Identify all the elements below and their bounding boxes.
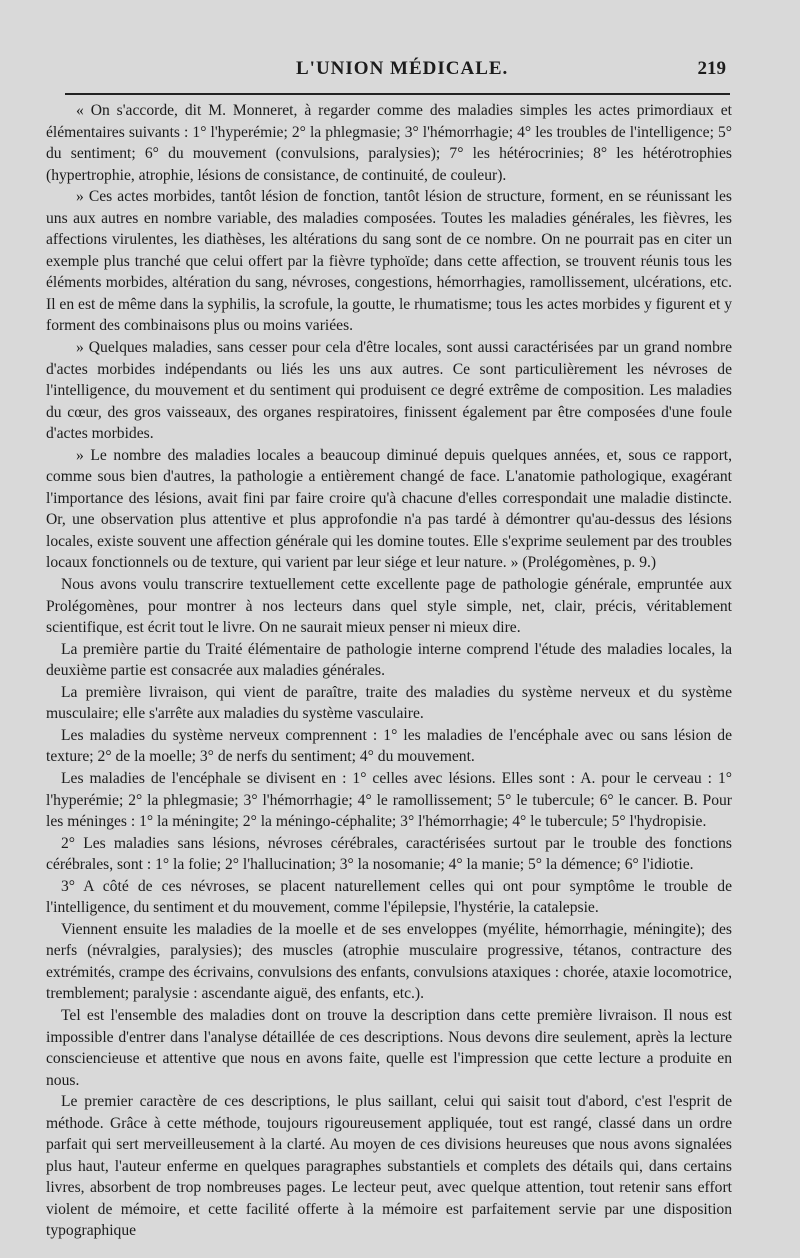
- header-rule: [65, 93, 730, 95]
- page-body: [46, 100, 732, 1242]
- paragraph-ensemble: Tel est l'ensemble des maladies dont on trouve la description dans cette première livraison. Il nous est impossible d'entrer dans l'analyse détaillée de ces descriptions. Nous devons dire seulement, après la lecture consciencieuse et attentive que nous en avons faite, quelle est l'impression que cette lecture a produite en nous.: [46, 1006, 732, 1089]
- paragraph-nevroses: 2° Les maladies sans lésions, névroses cérébrales, caractérisées surtout par le trouble des fonctions cérébrales, sont : 1° la folie; 2° l'hallucination; 3° la nosomanie; 4° la manie; 5° la démence; 6° l'idiotie.: [46, 834, 732, 874]
- paragraph-monneret-quote-1: « On s'accorde, dit M. Monneret, à regarder comme des maladies simples les actes primordiaux et élémentaires suivants : 1° l'hyperémie; 2° la phlegmasie; 3° l'hémorrhagie; 4° les troubles de l'intelligence; 5° du sentiment; 6° du mouvement (convulsions, paralysies); 7° les hétérocrinies; 8° les hétérotrophies (hypertrophie, atrophie, lésions de consistance, de continuité, de couleur).: [46, 102, 732, 184]
- paragraph-nervous-system: Les maladies du système nerveux comprennent : 1° les maladies de l'encéphale avec ou sans lésion de texture; 2° de la moelle; 3° de nerfs du sentiment; 4° du mouvement.: [46, 726, 732, 766]
- paragraph-first-part: La première partie du Traité élémentaire de pathologie interne comprend l'étude des maladies locales, la deuxième partie est consacrée aux maladies générales.: [46, 640, 732, 680]
- paragraph-methode: Le premier caractère de ces descriptions, le plus saillant, celui qui saisit tout d'abord, c'est l'esprit de méthode. Grâce à cette méthode, toujours rigoureusement appliquée, tout est rangé, classé dans un ordre parfait qui sert merveilleusement à la clarté. Au moyen de ces divisions heureuses que nous avons signalées plus haut, l'auteur enferme en quelques paragraphes substantiels et complets des détails qui, dans certains livres, absorbent de trop nombreuses pages. Le lecteur peut, avec quelque attention, tout retenir sans effort violent de mémoire, et cette facilité offerte à la mémoire est parfaitement servie par une disposition typographique: [46, 1093, 732, 1240]
- paragraph-first-livraison: La première livraison, qui vient de paraître, traite des maladies du système nerveux et du système musculaire; elle s'arrête aux maladies du système vasculaire.: [46, 683, 732, 723]
- paragraph-monneret-quote-3: » Quelques maladies, sans cesser pour cela d'être locales, sont aussi caractérisées par un grand nombre d'actes morbides indépendants ou liés les uns aux autres. Ce sont particulièrement les névroses de l'intelligence, du mouvement et du sentiment qui produisent ce degré extrême de composition. Les maladies du cœur, des gros vaisseaux, des organes respiratoires, finissent également par être composées d'une foule d'actes morbides.: [46, 339, 732, 443]
- paragraph-encephale: Les maladies de l'encéphale se divisent en : 1° celles avec lésions. Elles sont : A. pour le cerveau : 1° l'hyperémie; 2° la phlegmasie; 3° l'hémorrhagie; 4° le ramollissement; 5° le tubercule; 6° le cancer. B. Pour les méninges : 1° la méningite; 2° la méningo-céphalite; 3° l'hémorrhagie; 4° le tubercule; 5° l'hydropisie.: [46, 769, 732, 831]
- paragraph-moelle: Viennent ensuite les maladies de la moelle et de ses enveloppes (myélite, hémorrhagie, méningite); des nerfs (névralgies, paralysies); des muscles (atrophie musculaire progressive, tétanos, contracture des extrémités, crampe des écrivains, convulsions des enfants, convulsions ataxiques : chorée, ataxie locomotrice, tremblement; paralysie : ascendante aiguë, des enfants, etc.).: [46, 920, 732, 1003]
- paragraph-monneret-quote-4: » Le nombre des maladies locales a beaucoup diminué depuis quelques années, et, sous ce rapport, comme sous bien d'autres, la pathologie a entièrement changé de face. L'anatomie pathologique, exagérant l'importance des lésions, avait fini par faire croire qu'à chacune d'elles correspondait une maladie distincte. Or, une observation plus attentive et plus approfondie n'a pas tardé à démontrer qu'au-dessus des lésions locales, existe souvent une affection générale qui les domine toutes. Elle s'exprime seulement par des troubles locaux fonctionnels ou de texture, qui varient par leur siége et leur nature. » (Prolégomènes, p. 9.): [46, 446, 732, 572]
- paragraph-monneret-quote-2: » Ces actes morbides, tantôt lésion de fonction, tantôt lésion de structure, forment, en se réunissant les uns aux autres en nombre variable, des maladies composées. Toutes les maladies générales, les fièvres, les affections virulentes, les diathèses, les altérations du sang sont de ce nombre. On ne pourrait pas en citer un exemple plus tranché que celui offert par la fièvre typhoïde; dans cette affection, se trouvent réunis tous les éléments morbides, altération du sang, névroses, congestions, hémorrhagies, ramollissement, ulcérations, etc. Il en est de même dans la syphilis, la scrofule, la goutte, le rhumatisme; tous les actes morbides y figurent et y forment des combinaisons plus ou moins variées.: [46, 188, 732, 335]
- paragraph-epilepsie: 3° A côté de ces névroses, se placent naturellement celles qui ont pour symptôme le trouble de l'intelligence, du sentiment et du mouvement, comme l'épilepsie, l'hystérie, la catalepsie.: [46, 877, 732, 917]
- page-number: 219: [697, 58, 726, 79]
- page-header: [40, 52, 730, 92]
- running-title: L'UNION MÉDICALE.: [296, 58, 509, 79]
- paragraph-commentary-1: Nous avons voulu transcrire textuellement cette excellente page de pathologie générale, empruntée aux Prolégomènes, pour montrer à nos lecteurs dans quel style simple, net, clair, précis, véritablement scientifique, est écrit tout le livre. On ne saurait mieux penser ni mieux dire.: [46, 576, 732, 637]
